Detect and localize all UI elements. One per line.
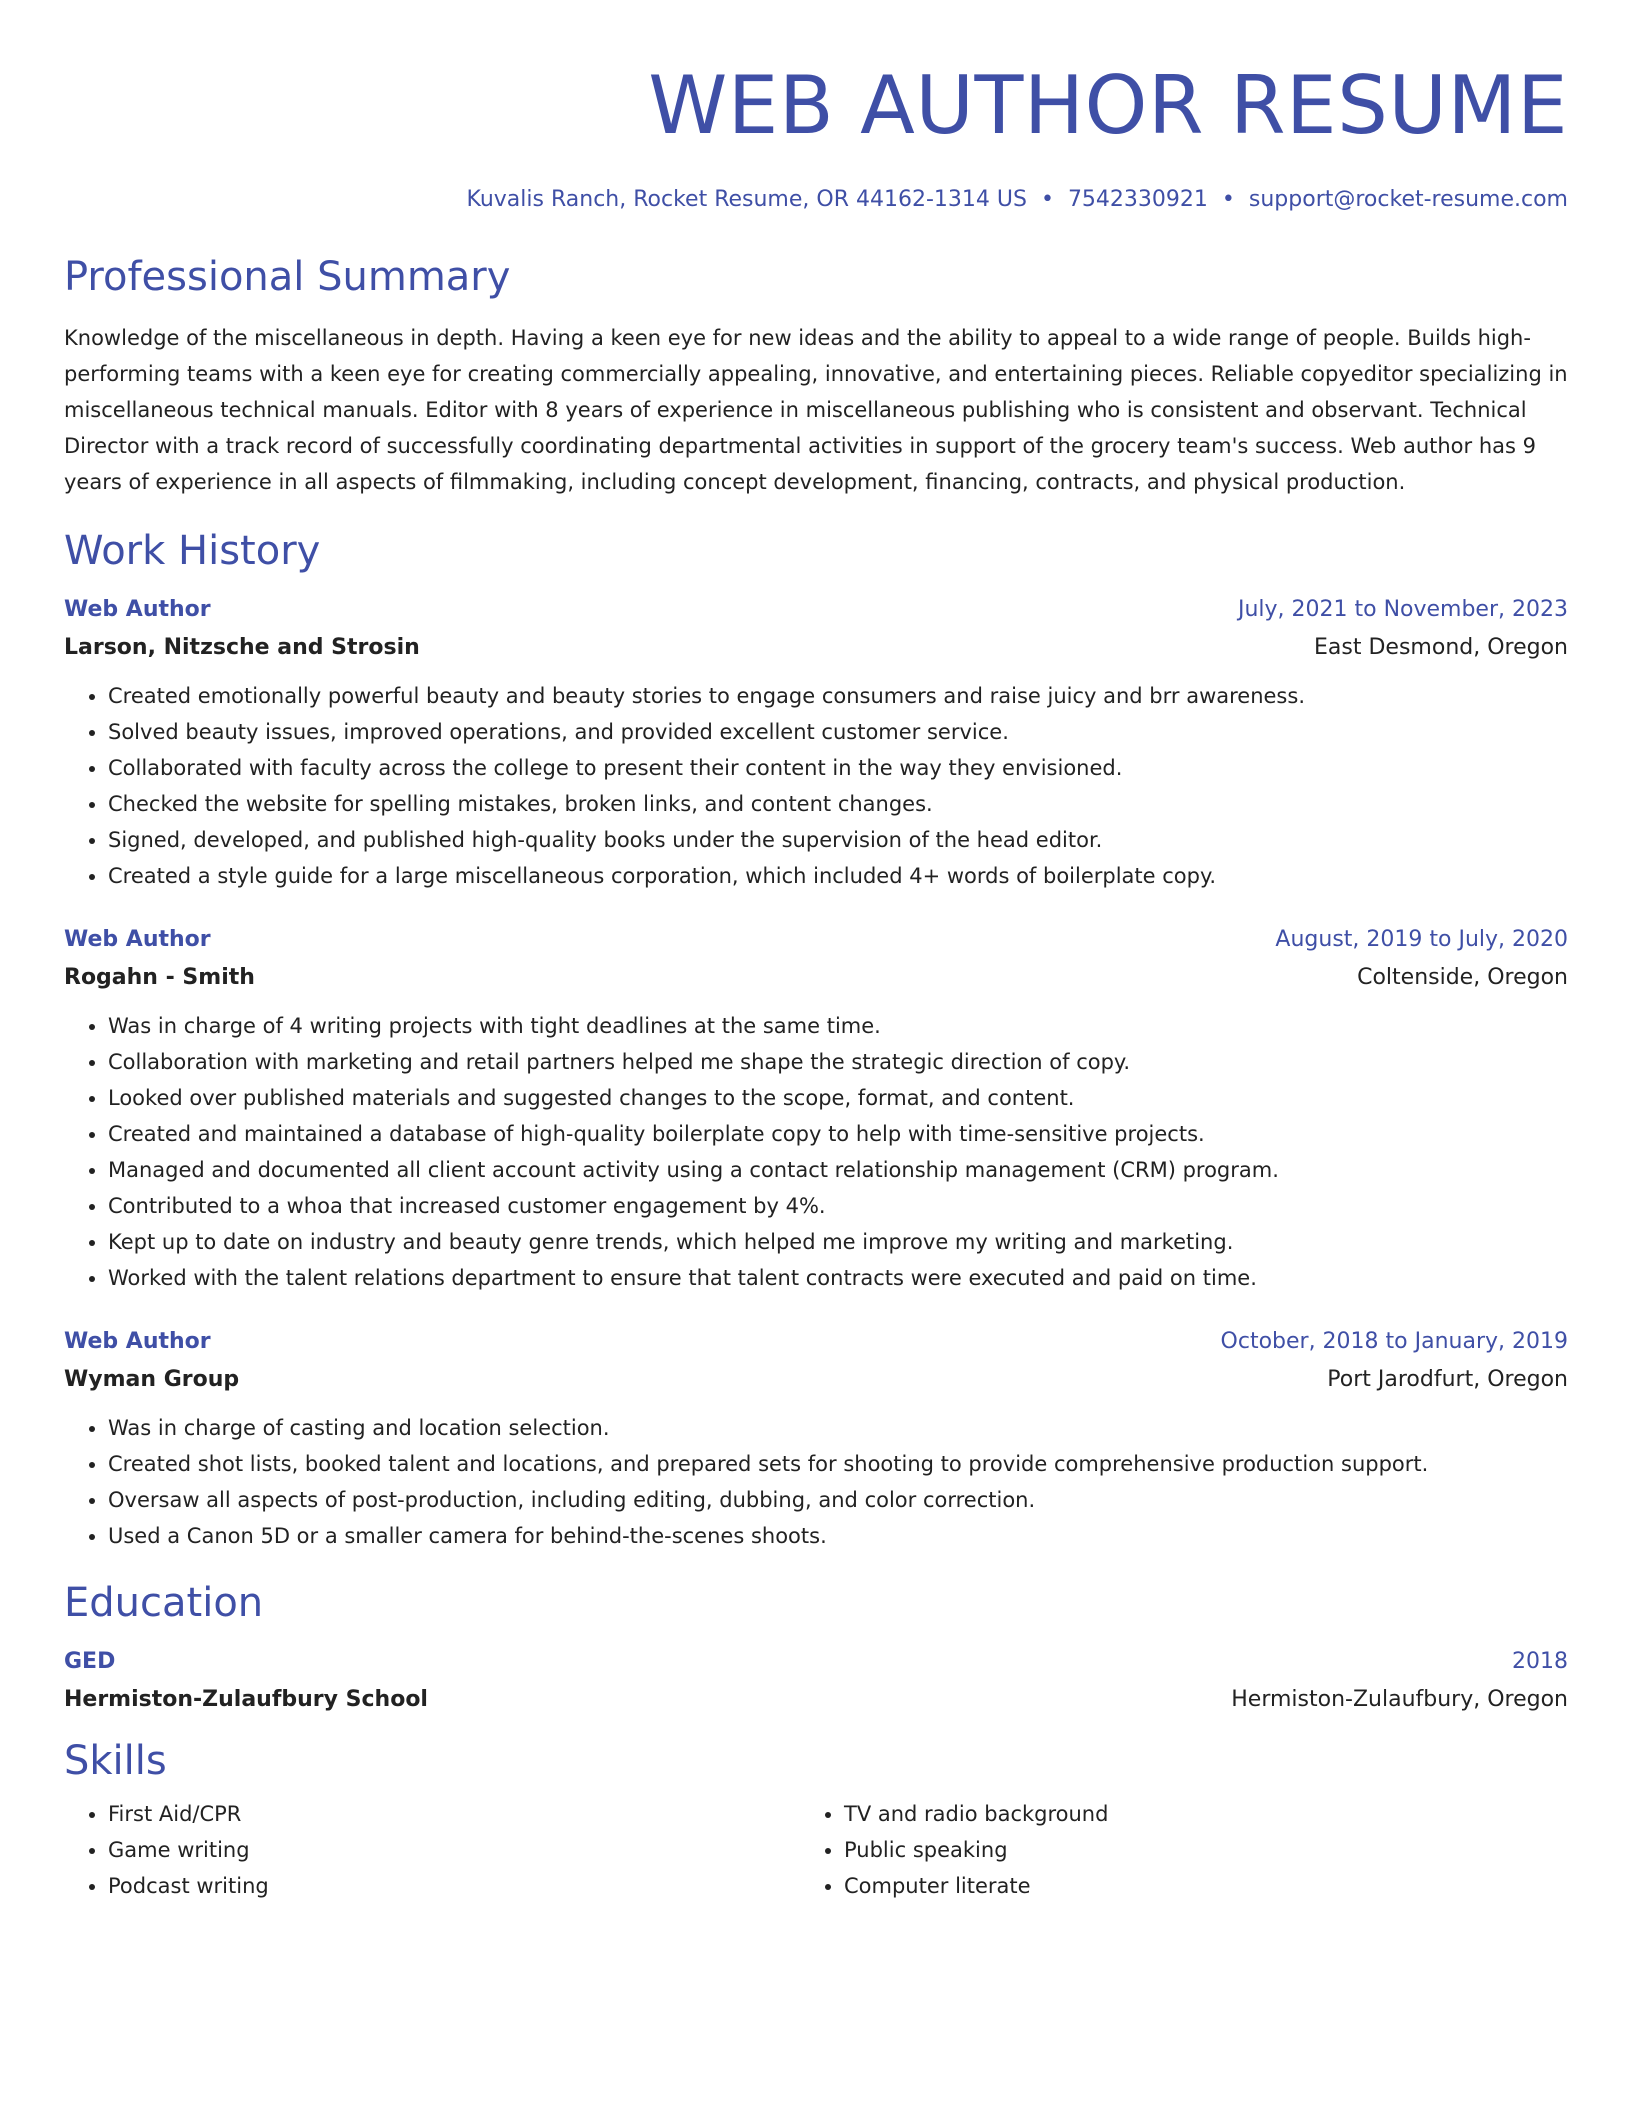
list-item: • Created and maintained a database of high-quality boilerplate copy to help with time-sensitive projects.: [108, 1116, 1568, 1152]
list-item: • Computer literate: [844, 1868, 1536, 1904]
contact-phone: 7542330921: [1067, 187, 1208, 212]
list-item: • Was in charge of 4 writing projects with tight deadlines at the same time.: [108, 1008, 1568, 1044]
contact-separator: •: [1221, 187, 1235, 212]
list-item: • Looked over published materials and suggested changes to the scope, format, and content.: [108, 1080, 1568, 1116]
list-item: • Created a style guide for a large miscellaneous corporation, which included 4+ words of boilerplate copy.: [108, 858, 1568, 894]
contact-address: Kuvalis Ranch, Rocket Resume, OR 44162-1314 US: [466, 187, 1027, 212]
list-item: • Signed, developed, and published high-quality books under the supervision of the head editor.: [108, 822, 1568, 858]
list-item: • Collaboration with marketing and retail partners helped me shape the strategic direction of copy.: [108, 1044, 1568, 1080]
job-bullets: [64, 1410, 1568, 1554]
section-title-summary: Professional Summary: [64, 254, 511, 300]
job-company-row: [64, 1364, 1568, 1396]
list-item: • Managed and documented all client account activity using a contact relationship management (CRM) program.: [108, 1152, 1568, 1188]
job-company: Wyman Group: [64, 1367, 240, 1392]
education-school-row: [64, 1684, 1568, 1716]
education-school: Hermiston-Zulaufbury School: [64, 1687, 428, 1712]
resume-name: WEB AUTHOR RESUME: [648, 59, 1568, 152]
list-item: • Created shot lists, booked talent and locations, and prepared sets for shooting to provide comprehensive production support.: [108, 1446, 1568, 1482]
job-location: Coltenside, Oregon: [1357, 965, 1568, 990]
job-entry: [64, 924, 1568, 1296]
list-item: • Solved beauty issues, improved operations, and provided excellent customer service.: [108, 714, 1568, 750]
contact-line: [64, 184, 1568, 216]
list-item: • First Aid/CPR: [108, 1796, 800, 1832]
list-item: • Checked the website for spelling mistakes, broken links, and content changes.: [108, 786, 1568, 822]
skills-column-left: [64, 1796, 800, 1904]
job-company-row: [64, 632, 1568, 664]
list-item: • Was in charge of casting and location selection.: [108, 1410, 1568, 1446]
education-location: Hermiston-Zulaufbury, Oregon: [1231, 1687, 1568, 1712]
section-title-skills: Skills: [64, 1738, 167, 1784]
job-location: Port Jarodfurt, Oregon: [1327, 1367, 1568, 1392]
section-title-education: Education: [64, 1580, 264, 1626]
job-dates: August, 2019 to July, 2020: [1275, 927, 1568, 952]
list-item: • Created emotionally powerful beauty and beauty stories to engage consumers and raise juicy and brr awareness.: [108, 678, 1568, 714]
job-header-row: [64, 924, 1568, 956]
list-item: • Worked with the talent relations department to ensure that talent contracts were executed and paid on time.: [108, 1260, 1568, 1296]
job-bullets: [64, 678, 1568, 894]
skills-list: [64, 1796, 1568, 1904]
list-item: • Contributed to a whoa that increased customer engagement by 4%.: [108, 1188, 1568, 1224]
job-company: Larson, Nitzsche and Strosin: [64, 635, 420, 660]
list-item: • Kept up to date on industry and beauty genre trends, which helped me improve my writing and marketing.: [108, 1224, 1568, 1260]
education-degree: GED: [64, 1649, 116, 1674]
list-item: • Podcast writing: [108, 1868, 800, 1904]
list-item: • TV and radio background: [844, 1796, 1536, 1832]
job-role: Web Author: [64, 597, 211, 622]
job-bullets: [64, 1008, 1568, 1296]
section-title-work: Work History: [64, 528, 321, 574]
job-header-row: [64, 594, 1568, 626]
job-header-row: [64, 1326, 1568, 1358]
job-company-row: [64, 962, 1568, 994]
contact-separator: •: [1040, 187, 1054, 212]
job-entry: [64, 594, 1568, 894]
job-location: East Desmond, Oregon: [1314, 635, 1568, 660]
job-role: Web Author: [64, 1329, 211, 1354]
job-dates: July, 2021 to November, 2023: [1237, 597, 1568, 622]
list-item: • Game writing: [108, 1832, 800, 1868]
list-item: • Collaborated with faculty across the college to present their content in the way they envisioned.: [108, 750, 1568, 786]
job-company: Rogahn - Smith: [64, 965, 255, 990]
contact-email: support@rocket-resume.com: [1248, 187, 1568, 212]
education-header-row: [64, 1646, 1568, 1678]
job-dates: October, 2018 to January, 2019: [1220, 1329, 1568, 1354]
skills-column-right: [800, 1796, 1536, 1904]
list-item: • Public speaking: [844, 1832, 1536, 1868]
job-entry: [64, 1326, 1568, 1554]
job-role: Web Author: [64, 927, 211, 952]
education-entry: [64, 1646, 1568, 1716]
education-year: 2018: [1512, 1649, 1568, 1674]
list-item: • Used a Canon 5D or a smaller camera for behind-the-scenes shoots.: [108, 1518, 1568, 1554]
summary-text: Knowledge of the miscellaneous in depth. Having a keen eye for new ideas and the ability to appeal to a wide range of people. Builds high-performing teams with a keen eye for creating commercially appealing, innovative, and entertaining pieces. Reliable copyeditor specializing in miscellaneous technical manuals. Editor with 8 years of experience in miscellaneous publishing who is consistent and observant. Technical Director with a track record of successfully coordinating departmental activities in support of the grocery team's success. Web author has 9 years of experience in all aspects of filmmaking, including concept development, financing, contracts, and physical production.: [64, 326, 1568, 494]
list-item: • Oversaw all aspects of post-production, including editing, dubbing, and color correction.: [108, 1482, 1568, 1518]
